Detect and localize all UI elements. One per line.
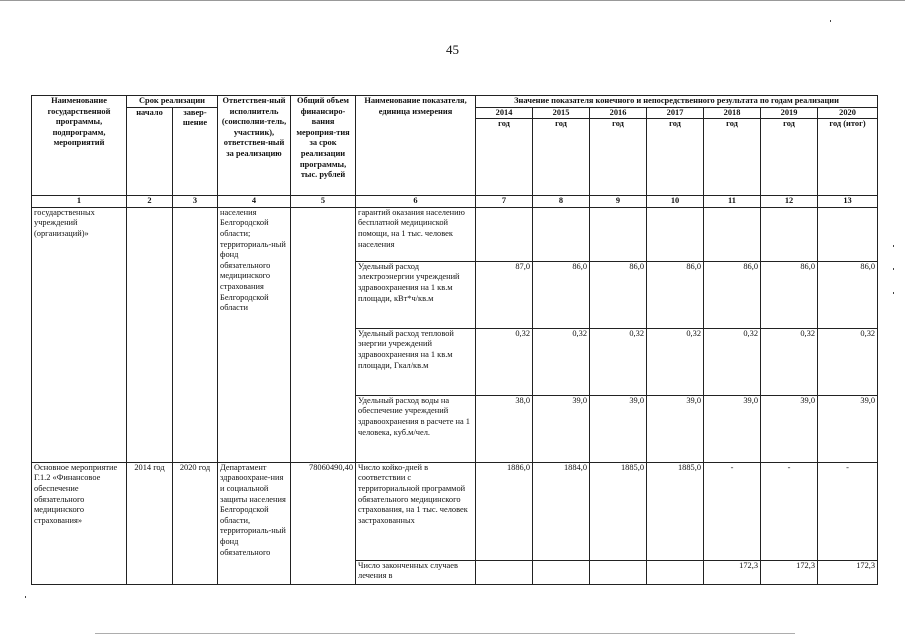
value-cell: 0,32: [533, 328, 590, 395]
value-cell: 0,32: [476, 328, 533, 395]
column-number: 2: [127, 196, 173, 208]
column-number: 9: [590, 196, 647, 208]
scan-artifact-dot: [893, 292, 894, 294]
header-start: начало: [127, 107, 173, 196]
header-end: завер-шение: [173, 107, 218, 196]
header-year-unit: год: [476, 119, 533, 196]
value-cell: 172,3: [761, 560, 818, 584]
table-row: [32, 207, 878, 261]
scan-artifact-top: [0, 0, 905, 1]
value-cell: [590, 207, 647, 261]
scan-artifact-dot: [893, 268, 894, 270]
header-year-unit: год (итог): [818, 119, 878, 196]
header-year: 2016: [590, 107, 647, 119]
header-year: 2017: [647, 107, 704, 119]
responsible-cell: населения Белгородской области; территориаль-ный фонд обязательного медицинского страхования Белгородской области: [218, 207, 291, 462]
indicator-cell: гарантий оказания населению бесплатной медицинской помощи, на 1 тыс. человек населения: [356, 207, 476, 261]
value-cell: 86,0: [533, 261, 590, 328]
value-cell: -: [761, 462, 818, 560]
scan-artifact-dot: [893, 245, 894, 247]
scan-artifact-dot: [25, 596, 26, 598]
volume-cell: [291, 207, 356, 462]
header-year: 2015: [533, 107, 590, 119]
value-cell: 1885,0: [647, 462, 704, 560]
value-cell: 39,0: [533, 395, 590, 462]
value-cell: 86,0: [647, 261, 704, 328]
period-end-cell: 2020 год: [173, 462, 218, 584]
header-row-1: [32, 96, 878, 108]
column-numbers-row: [32, 196, 878, 208]
header-volume: Общий объем финансиро-вания мероприя-тия за срок реализации программы, тыс. рублей: [291, 96, 356, 196]
header-year-unit: год: [533, 119, 590, 196]
header-year-unit: год: [590, 119, 647, 196]
value-cell: 86,0: [704, 261, 761, 328]
table-row: [32, 462, 878, 560]
value-cell: [533, 560, 590, 584]
header-name: Наименование государственной программы, подпрограмм, мероприятий: [32, 96, 127, 196]
column-number: 8: [533, 196, 590, 208]
value-cell: 0,32: [647, 328, 704, 395]
indicator-cell: Удельный расход электроэнергии учреждений здравоохранения на 1 кв.м площади, кВт*ч/кв.м: [356, 261, 476, 328]
value-cell: -: [818, 462, 878, 560]
value-cell: 0,32: [704, 328, 761, 395]
column-number: 3: [173, 196, 218, 208]
column-number: 7: [476, 196, 533, 208]
header-year-unit: год: [704, 119, 761, 196]
value-cell: 0,32: [590, 328, 647, 395]
program-name-cell: государственных учреждений (организаций)»: [32, 207, 127, 462]
value-cell: 39,0: [818, 395, 878, 462]
column-number: 10: [647, 196, 704, 208]
indicator-cell: Число койко-дней в соответствии с территориальной программой обязательного медицинского страхования, на 1 тыс. человек застрахованных: [356, 462, 476, 560]
program-name-cell: Основное мероприятие Г.1.2 «Финансовое обеспечение обязательного медицинского страхования»: [32, 462, 127, 584]
value-cell: 86,0: [761, 261, 818, 328]
header-year: 2020: [818, 107, 878, 119]
column-number: 13: [818, 196, 878, 208]
value-cell: [704, 207, 761, 261]
indicator-cell: Число законченных случаев лечения в: [356, 560, 476, 584]
period-start-cell: 2014 год: [127, 462, 173, 584]
header-responsible: Ответствен-ный исполнитель (соисполни-тель, участник), ответствен-ный за реализацию: [218, 96, 291, 196]
column-number: 4: [218, 196, 291, 208]
column-number: 12: [761, 196, 818, 208]
value-cell: 39,0: [761, 395, 818, 462]
responsible-cell: Департамент здравоохране-ния и социальной защиты населения Белгородской области, территориаль-ный фонд обязательного: [218, 462, 291, 584]
value-cell: 172,3: [704, 560, 761, 584]
column-number: 11: [704, 196, 761, 208]
value-cell: 1885,0: [590, 462, 647, 560]
value-cell: [476, 207, 533, 261]
value-cell: 39,0: [704, 395, 761, 462]
value-cell: 172,3: [818, 560, 878, 584]
value-cell: -: [704, 462, 761, 560]
value-cell: [647, 207, 704, 261]
header-year: 2019: [761, 107, 818, 119]
value-cell: 0,32: [818, 328, 878, 395]
scan-artifact-bottom: [95, 633, 795, 634]
value-cell: [476, 560, 533, 584]
value-cell: 0,32: [761, 328, 818, 395]
value-cell: [590, 560, 647, 584]
value-cell: [761, 207, 818, 261]
value-cell: [647, 560, 704, 584]
period-start-cell: [127, 207, 173, 462]
indicator-cell: Удельный расход тепловой энергии учреждений здравоохранения на 1 кв.м площади, Гкал/кв.м: [356, 328, 476, 395]
header-period: Срок реализации: [127, 96, 218, 108]
value-cell: [818, 207, 878, 261]
value-cell: 87,0: [476, 261, 533, 328]
header-year-unit: год: [647, 119, 704, 196]
value-cell: 39,0: [590, 395, 647, 462]
indicator-cell: Удельный расход воды на обеспечение учреждений здравоохранения в расчете на 1 человека, куб.м/чел.: [356, 395, 476, 462]
page-number: 45: [446, 42, 459, 57]
column-number: 1: [32, 196, 127, 208]
value-cell: 86,0: [818, 261, 878, 328]
value-cell: 39,0: [647, 395, 704, 462]
value-cell: 1884,0: [533, 462, 590, 560]
value-cell: 86,0: [590, 261, 647, 328]
header-year: 2018: [704, 107, 761, 119]
period-end-cell: [173, 207, 218, 462]
results-table: [31, 95, 878, 585]
column-number: 5: [291, 196, 356, 208]
header-year: 2014: [476, 107, 533, 119]
scan-artifact-dot: [830, 20, 831, 22]
value-cell: 1886,0: [476, 462, 533, 560]
value-cell: [533, 207, 590, 261]
column-number: 6: [356, 196, 476, 208]
header-year-unit: год: [761, 119, 818, 196]
header-indicator: Наименование показателя, единица измерения: [356, 96, 476, 196]
value-cell: 38,0: [476, 395, 533, 462]
volume-cell: 78060490,40: [291, 462, 356, 584]
header-values-title: Значение показателя конечного и непосредственного результата по годам реализации: [476, 96, 878, 108]
